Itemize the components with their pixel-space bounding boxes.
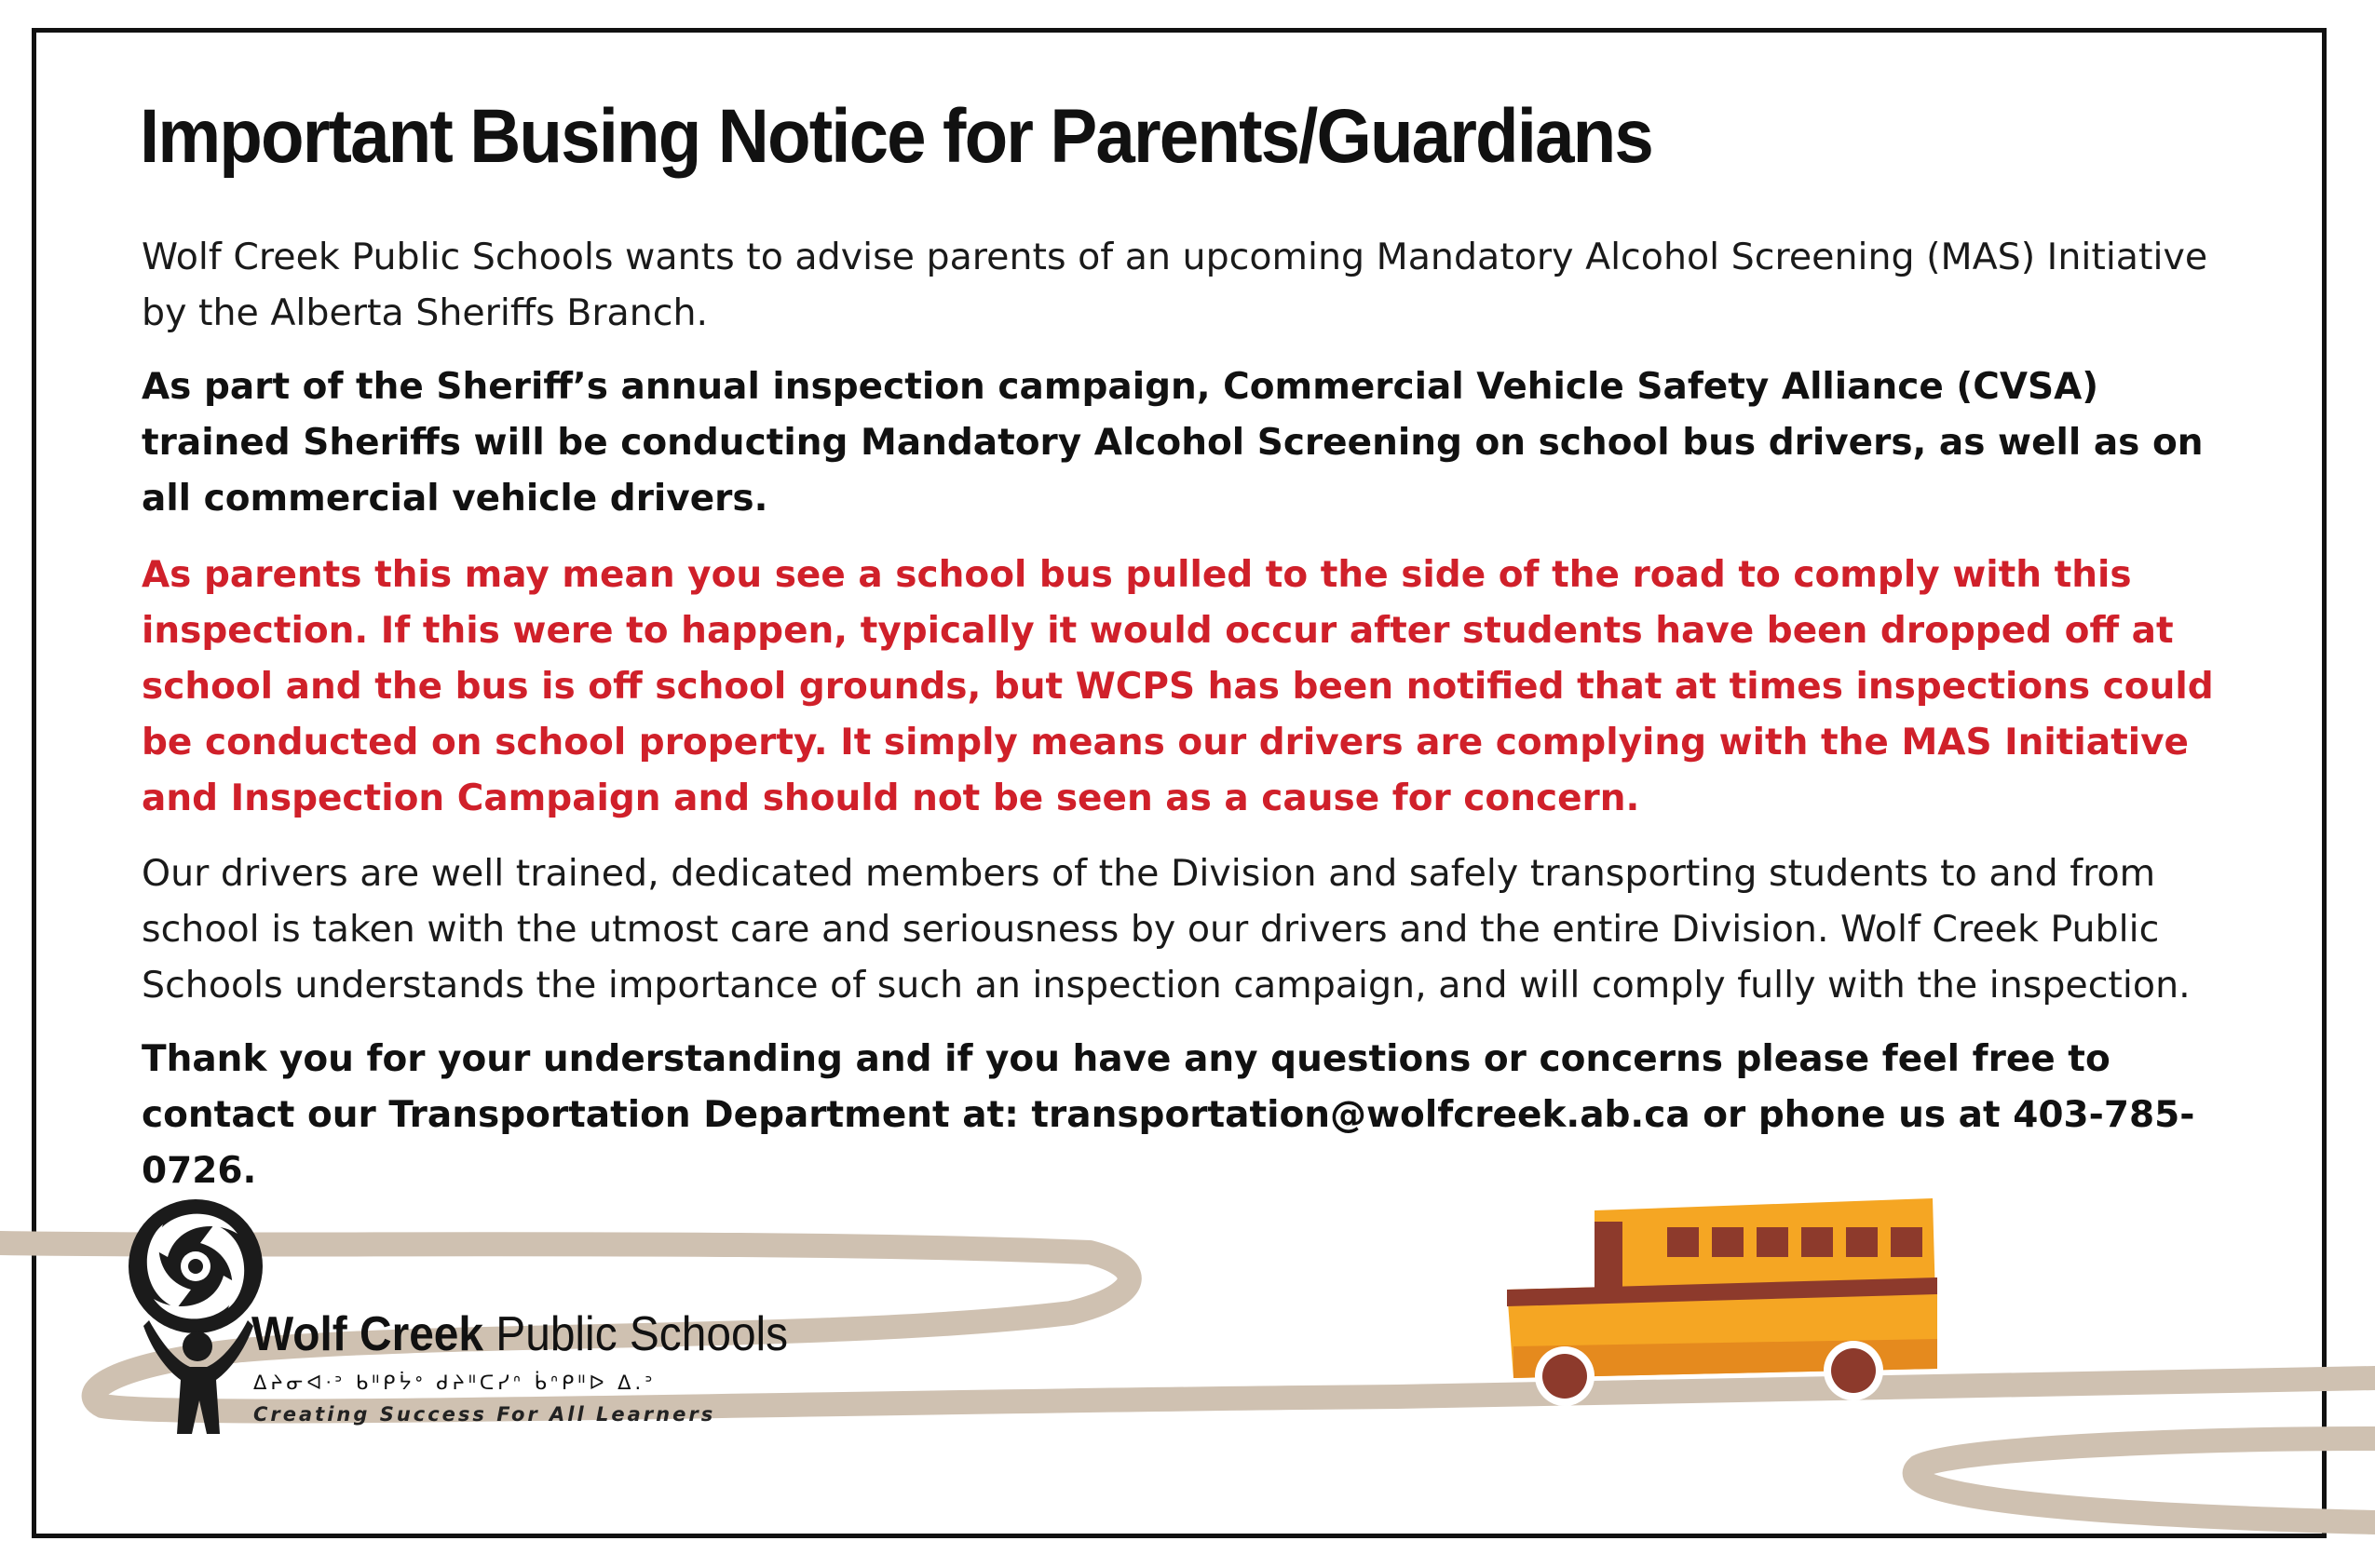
logo-name-bold: Wolf Creek <box>251 1307 484 1361</box>
wolf-creek-swirl-icon <box>129 1199 263 1333</box>
contact-paragraph: Thank you for your understanding and if you have any questions or concerns please feel free to contact our Transportation Department at: transportation@wolfcreek.ab.ca or phone us at 403-785-0726. <box>142 1038 2195 1192</box>
page-title: Important Busing Notice for Parents/Guardians <box>140 94 1652 179</box>
inspection-paragraph: As part of the Sheriff’s annual inspection campaign, Commercial Vehicle Safety Alliance (CVSA) trained Sheriffs will be conducting Mandatory Alcohol Screening on school bus drivers, as well as on all commercial vehicle drivers. <box>142 366 2204 520</box>
intro-paragraph: Wolf Creek Public Schools wants to advise parents of an upcoming Mandatory Alcohol Screening (MAS) Initiative by the Alberta Sheriffs Branch. <box>142 236 2208 334</box>
parents-warning-paragraph: As parents this may mean you see a school bus pulled to the side of the road to comply with this inspection. If this were to happen, typically it would occur after students have been dropped off at school and the bus is off school grounds, but WCPS has been notified that at times inspections could be conducted on school property. It simply means our drivers are complying with the MAS Initiative and Inspection Campaign and should not be seen as a cause for concern. <box>142 554 2214 819</box>
school-bus-icon <box>1507 1198 1937 1406</box>
logo-name-regular: Public Schools <box>483 1307 789 1361</box>
drivers-paragraph: Our drivers are well trained, dedicated members of the Division and safely transporting students to and from school is taken with the utmost care and seriousness by our drivers and the entire Division. Wolf Creek Public Schools understands the importance of such an inspection campaign, and will comply fully with the inspection. <box>142 852 2191 1007</box>
winding-road-lower <box>1915 1439 2375 1522</box>
logo-wordmark <box>251 1306 788 1362</box>
logo-syllabics: ᐃᔨᓂᐊᐧᐣ ᑲᐦᑭᔮᐤ ᑯᔨᐦᑕᓯᐢ ᑳᐢᑭᐦᐅ ᐃ.ᐣ <box>253 1372 657 1394</box>
logo-tagline: Creating Success For All Learners <box>253 1403 716 1426</box>
